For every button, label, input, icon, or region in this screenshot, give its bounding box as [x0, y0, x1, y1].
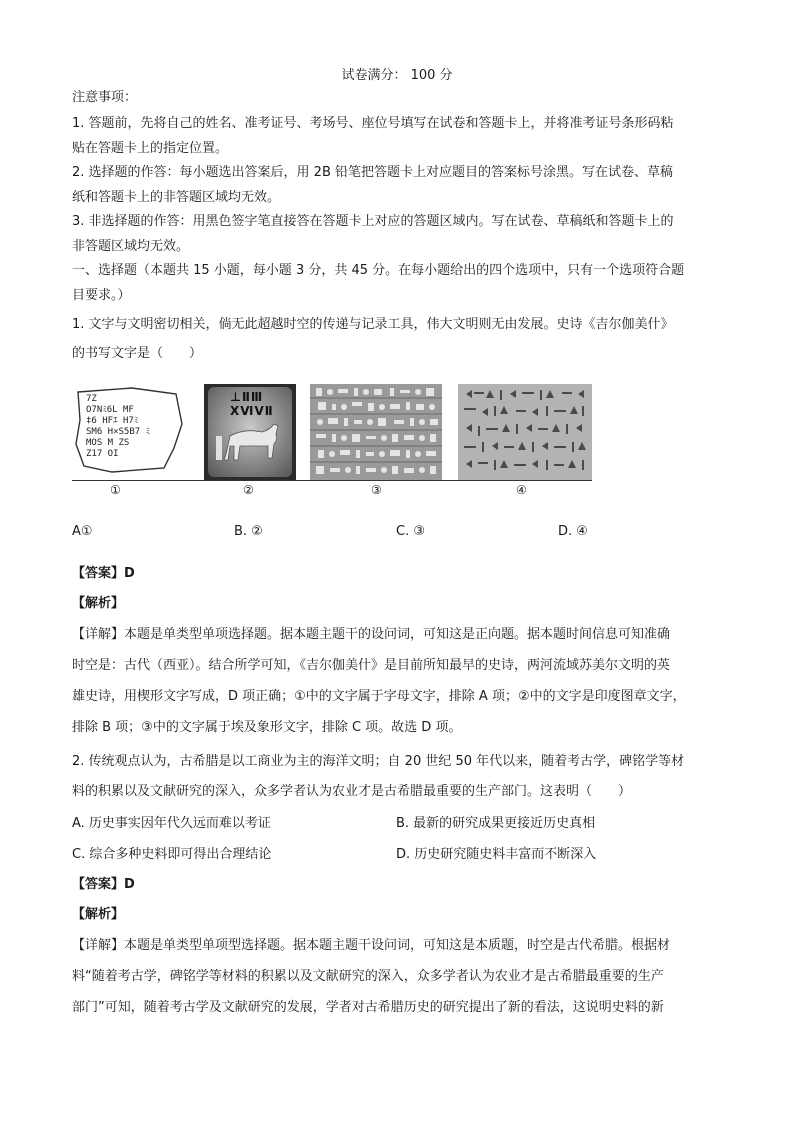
q1-detail-line: 时空是：古代（西亚）。结合所学可知，《吉尔伽美什》是目前所知最早的史诗，两河流域苏美尔文明的英	[72, 658, 671, 673]
tablet-1-line: SM6 H×S5B7 ﾐ	[86, 427, 151, 437]
q2-detail-line: 部门”可知，随着考古学及文献研究的发展，学者对古希腊历史的研究提出了新的看法，这说明史料的新	[72, 1000, 664, 1015]
tablet-1-line: MOS M ZS	[86, 438, 130, 448]
notice-line: 纸和答题卡上的非答题区域均无效。	[72, 190, 281, 205]
q2-option-d: D. 历史研究随史料丰富而不断深入	[396, 847, 597, 862]
q2-detail-line: 【详解】本题是单类型单项型选择题。据本题主题干设问词，可知这是本质题，时空是古代希腊。根据材	[72, 938, 671, 953]
figure-1-alphabet-tablet	[72, 384, 188, 480]
q1-detail-line: 雄史诗，用楔形文字写成，D 项正确；①中的文字属于字母文字，排除 A 项；②中的文字是印度图章文字，	[72, 689, 686, 704]
q1-option-b: B. ②	[234, 524, 263, 539]
q1-option-c: C. ③	[396, 524, 425, 539]
q1-analysis-heading: 【解析】	[72, 596, 125, 611]
notice-line: 1. 答题前，先将自己的姓名、准考证号、考场号、座位号填写在试卷和答题卡上，并将准考证号条形码粘	[72, 116, 674, 131]
q2-answer: 【答案】D	[72, 877, 135, 892]
exam-title: 试卷满分： 100 分	[341, 68, 453, 83]
tablet-1-line: ‡6 HFｴ H7ﾐ	[86, 416, 139, 426]
figure-baseline	[72, 480, 592, 481]
notice-line: 2. 选择题的作答：每小题选出答案后，用 2B 铅笔把答题卡上对应题目的答案标号涂黑。写在试卷、草稿	[72, 165, 673, 180]
notice-heading: 注意事项：	[72, 90, 138, 105]
q2-option-c: C. 综合多种史料即可得出合理结论	[72, 847, 272, 862]
figure-2-indus-seal	[204, 384, 296, 480]
q1-detail-line: 排除 B 项；③中的文字属于埃及象形文字，排除 C 项。故选 D 项。	[72, 720, 462, 735]
q1-answer: 【答案】D	[72, 566, 135, 581]
question-1-stem-cont: 的书写文字是（ ）	[72, 346, 203, 361]
notice-line: 3. 非选择题的作答：用黑色签字笔直接答在答题卡上对应的答题区域内。写在试卷、草稿纸和答题卡上的	[72, 214, 674, 229]
q2-option-b: B. 最新的研究成果更接近历史真相	[396, 816, 596, 831]
q2-detail-line: 料“随着考古学，碑铭学等材料的积累以及文献研究的深入，众多学者认为农业才是古希腊最重要的生产	[72, 969, 664, 984]
figure-caption: ③	[371, 483, 382, 497]
section-heading-cont: 目要求。）	[72, 288, 131, 303]
notice-line: 非答题区域均无效。	[72, 239, 190, 254]
notice-line: 贴在答题卡上的指定位置。	[72, 141, 229, 156]
q1-option-d: D. ④	[558, 524, 588, 539]
question-1-stem: 1. 文字与文明密切相关，倘无此超越时空的传递与记录工具，伟大文明则无由发展。史诗《吉尔伽美什》	[72, 317, 674, 332]
seal-glyphs: ⊥ⅡⅢ ⅩⅥⅤⅡ	[230, 390, 274, 418]
figure-caption: ④	[516, 483, 527, 497]
figure-caption: ②	[243, 483, 254, 497]
q1-option-a: A①	[72, 524, 93, 539]
figure-4-cuneiform-tablet	[458, 384, 592, 480]
figure-3-hieroglyph-stele	[310, 384, 442, 480]
question-2-stem: 2. 传统观点认为，古希腊是以工商业为主的海洋文明；自 20 世纪 50 年代以来，随着考古学，碑铭学等材	[72, 754, 685, 769]
tablet-1-line: Z17 OI	[86, 449, 119, 459]
q1-detail-line: 【详解】本题是单类型单项选择题。据本题主题干的设问词，可知这是正向题。据本题时间信息可知准确	[72, 627, 671, 642]
section-heading: 一、选择题（本题共 15 小题，每小题 3 分，共 45 分。在每小题给出的四个选项中，只有一个选项符合题	[72, 263, 685, 278]
question-2-stem-cont: 料的积累以及文献研究的深入，众多学者认为农业才是古希腊最重要的生产部门。这表明（ ）	[72, 784, 632, 799]
tablet-1-line: O7Nﾐ6L MF	[86, 405, 134, 415]
q2-option-a: A. 历史事实因年代久远而难以考证	[72, 816, 271, 831]
q2-analysis-heading: 【解析】	[72, 907, 125, 922]
tablet-1-line: 7Z	[86, 394, 97, 404]
figure-caption: ①	[110, 483, 121, 497]
